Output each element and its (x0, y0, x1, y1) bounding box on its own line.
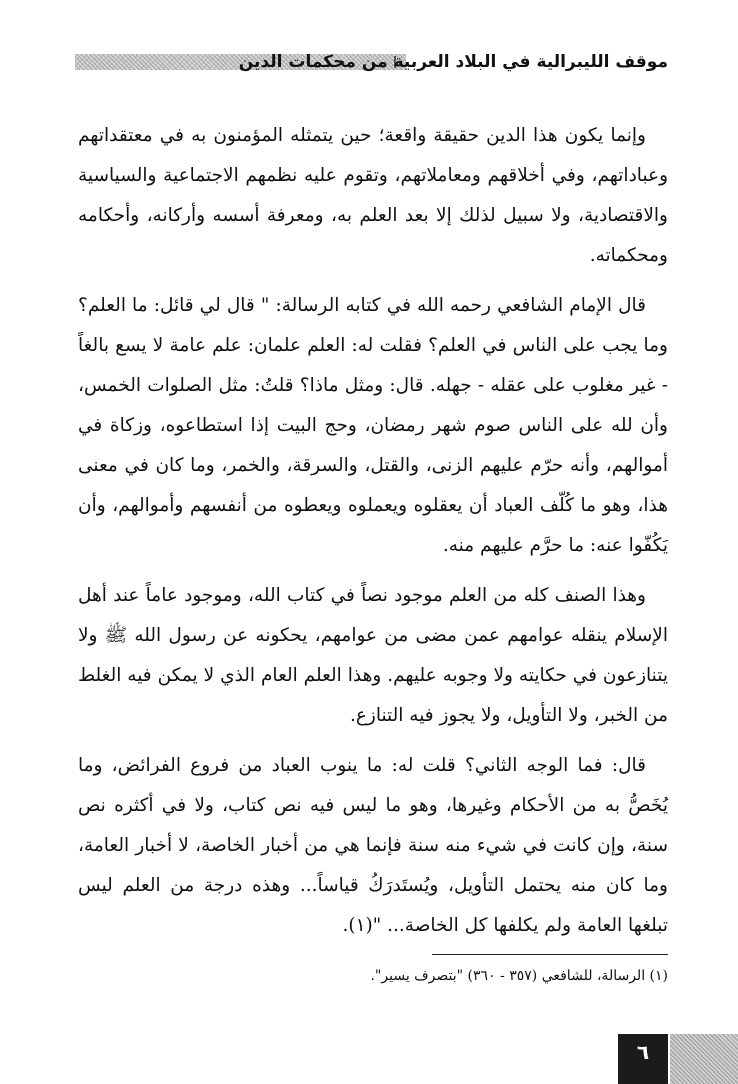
paragraph-3: وهذا الصنف كله من العلم موجود نصاً في كتاب الله، وموجود عاماً عند أهل الإسلام ينقله عوامهم عمن مضى من عوامهم، يحكونه عن رسول الله ﷺ ولا يتنازعون في حكايته ولا وجوبه عليهم. وهذا العلم العام الذي لا يمكن فيه الغلط من الخبر، ولا التأويل، ولا يجوز فيه التنازع. (78, 585, 668, 726)
footnote-separator (432, 954, 668, 955)
main-text (78, 116, 668, 956)
header-title: موقف الليبرالية في البلاد العربية من محكمات الدين (238, 52, 668, 72)
paragraph-1: وإنما يكون هذا الدين حقيقة واقعة؛ حين يتمثله المؤمنون به في معتقداتهم وعباداتهم، وفي أخلاقهم ومعاملاتهم، وتقوم عليه نظمهم الاجتماعية والسياسية والاقتصادية، ولا سبيل لذلك إلا بعد العلم به، ومعرفة أسسه وأركانه، وأحكامه ومحكماته. (78, 125, 668, 266)
page-number-decorative-strip (670, 1034, 738, 1084)
footnote: (١) الرسالة، للشافعي (٣٥٧ - ٣٦٠) "بتصرف يسير". (370, 968, 668, 984)
paragraph-4: قال: فما الوجه الثاني؟ قلت له: ما ينوب العباد من فروع الفرائض، وما يُخَصُّ به من الأحكام وغيرها، وهو ما ليس فيه نص كتاب، ولا في أكثره نص سنة، وإن كانت في شيء منه سنة فإنما هي من أخبار الخاصة، لا أخبار العامة، وما كان منه يحتمل التأويل، ويُستَدرَكُ قياساً... وهذه درجة من العلم ليس تبلغها العامة ولم يكلفها كل الخاصة... "(١). (78, 755, 668, 936)
running-header (75, 50, 668, 74)
paragraph-2: قال الإمام الشافعي رحمه الله في كتابه الرسالة: " قال لي قائل: ما العلم؟ وما يجب على الناس في العلم؟ فقلت له: العلم علمان: علم عامة لا يسع بالغاً - غير مغلوب على عقله - جهله. قال: ومثل ماذا؟ قلتُ: مثل الصلوات الخمس، وأن لله على الناس صوم شهر رمضان، وحج البيت إذا استطاعوه، وزكاة في أموالهم، وأنه حرّم عليهم الزنى، والقتل، والسرقة، والخمر، وما كان في معنى هذا، وهو ما كُلّف العباد أن يعقلوه ويعملوه ويعطوه من أنفسهم وأموالهم، وأن يَكُفّوا عنه: ما حرَّم عليهم منه. (78, 295, 668, 556)
page-number: ٦ (618, 1034, 668, 1084)
